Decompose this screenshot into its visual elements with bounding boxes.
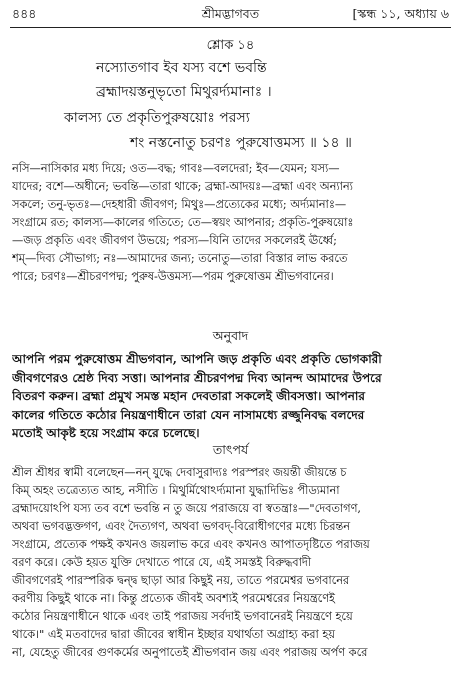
canto-chapter: [স্কন্ধ ১১, অধ্যায় ৬: [352, 6, 449, 21]
synonym-line: সকলে; তনু-ভৃতঃ—দেহধারী জীবগণ; মিথুঃ—প্রত্যেকের মধ্যে; অর্দ্যমানাঃ—: [12, 198, 347, 211]
purport-line: করণীয় কিছুই থাকে না। কিন্তু প্রত্যেক জীবই অবশ্যই পরমেশ্বরের নিয়ন্ত্রণেই: [12, 592, 335, 605]
translation-line: কালের গতিতে কঠোর নিয়ন্ত্রণাধীনে তারা যেন নাসামধ্যে রজ্জুনিবদ্ধ বলদের: [12, 407, 365, 422]
verse-line-1: নস্যোতগাব ইব যস্য বশে ভবন্তি: [96, 60, 267, 76]
page-number: ৪৪৪: [12, 6, 37, 21]
translation-line: মতোই আকৃষ্ট হয়ে সংগ্রাম করে চলেছে।: [12, 426, 200, 440]
purport-line: জীবগণেরই পারস্পরিক দ্বন্দ্ব ছাড়া আর কিছুই নয়, তাতে পরমেশ্বর ভগবানের: [12, 574, 350, 587]
synonym-line: শম্—দিব্য সৌভাগ্য; নঃ—আমাদের জন্য; তনোতু—তারা বিস্তার লাভ করতে: [12, 252, 348, 265]
synonyms-block: [12, 160, 449, 286]
verse-line-4: শং নস্তনোতু চরণঃ পুরুষোত্তমস্য ॥ ১৪ ॥: [130, 135, 352, 151]
translation-line: আপনি পরম পুরুষোত্তম শ্রীভগবান, আপনি জড় প্রকৃতি এবং প্রকৃতি ভোগকারী: [12, 352, 382, 366]
verse-line-2: ব্রহ্মাদয়স্তনুভৃতো মিথুরর্দ্যমানাঃ ।: [96, 84, 272, 100]
purport-line: ব্রহ্মাদয়োঽপি যস্য তব বশে ভবন্তি ন তু জয়ে পরাজয়ে বা স্বতন্ত্রাঃ—"দেবতাগণ,: [12, 502, 362, 515]
synonym-line: পারে; চরণঃ—শ্রীচরণপদ্ম; পুরুষ-উত্তমস্য—পরম পুরুষোত্তম শ্রীভগবানের।: [12, 270, 334, 283]
translation-line: বিতরণ করুন। ব্রহ্মা প্রমুখ সমস্ত মহান দেবতারা সকলেই জীবসত্তা। আপনার: [12, 389, 365, 403]
purport-line: থাকে।" এই মতবাদের দ্বারা জীবের স্বাধীন ইচ্ছার যথার্থতা অগ্রাহ্য করা হয়: [12, 628, 335, 641]
translation-block: [12, 350, 449, 443]
translation-heading: অনুবাদ: [212, 328, 249, 343]
purport-line: কিম্ অহং তত্রেত্যত আহ, নসীতি । মিথুর্মিথোঽর্দ্যমানা যুদ্ধাদিভিঃ পীড্যমানা: [12, 484, 340, 497]
synonym-line: —জড় প্রকৃতি এবং জীবগণ উভয়ে; পরস্য—যিনি তাদের সকলেরই ঊর্ধ্বে;: [12, 234, 337, 247]
purport-line: সংগ্রামে, প্রত্যেক পক্ষই কখনও জয়লাভ করে এবং কখনও আপাতদৃষ্টিতে পরাজয়: [12, 538, 370, 551]
purport-heading: তাৎপর্য: [212, 442, 249, 457]
purport-line: না, যেহেতু জীবের গুণকর্মের অনুপাতেই শ্রীভগবান জয় এবং পরাজয় অর্পণ করে: [12, 646, 368, 659]
purport-line: বরণ করে। কেউ হয়ত যুক্তি দেখাতে পারে যে, এই সমস্তই বিরুদ্ধবাদী: [12, 556, 312, 569]
verse-line-3: কালস্য তে প্রকৃতিপুরুষয়োঃ পরস্য: [64, 110, 250, 126]
purport-block: [12, 464, 449, 662]
verse-heading: শ্লোক ১৪: [206, 38, 255, 53]
synonym-line: নসি—নাসিকার মধ্য দিয়ে; ওত—বদ্ধ; গাবঃ—বলদেরা; ইব—যেমন; যস্য—: [12, 162, 340, 175]
book-title: শ্রীমদ্ভাগবত: [201, 6, 260, 21]
synonym-line: সংগ্রামে রত; কালস্য—কালের গতিতে; তে—স্বয়ং আপনার; প্রকৃতি-পুরুষয়োঃ: [12, 216, 354, 229]
purport-line: শ্রীল শ্রীধর স্বামী বলেছেন—নন্‌ যুদ্ধে দেবাসুরাদ্যঃ পরস্পরং জয়ন্তী জীয়ন্তে চ: [12, 466, 347, 479]
translation-line: জীবগণেরও শ্রেষ্ঠ দিব্য সত্তা। আপনার শ্রীচরণপদ্ম দিব্য আনন্দ আমাদের উপরে: [12, 370, 382, 385]
header-divider: [10, 27, 451, 28]
synonym-line: যাদের; বশে—অধীনে; ভবন্তি—তারা থাকে; ব্রহ্মা-আদয়ঃ—ব্রহ্মা এবং অন্যান্য: [12, 180, 353, 193]
purport-line: কঠোর নিয়ন্ত্রণাধীনে থাকে এবং তাই পরাজয় সর্বদাই ভগবানেরই নিয়ন্ত্রণে হয়ে: [12, 610, 353, 623]
purport-line: অথবা ভগবদ্ভক্তগণ, এবং দৈত্যগণ, অথবা ভগবদ্-বিরোধীগণের মধ্যে চিরন্তন: [12, 520, 350, 533]
running-header: [12, 6, 449, 26]
